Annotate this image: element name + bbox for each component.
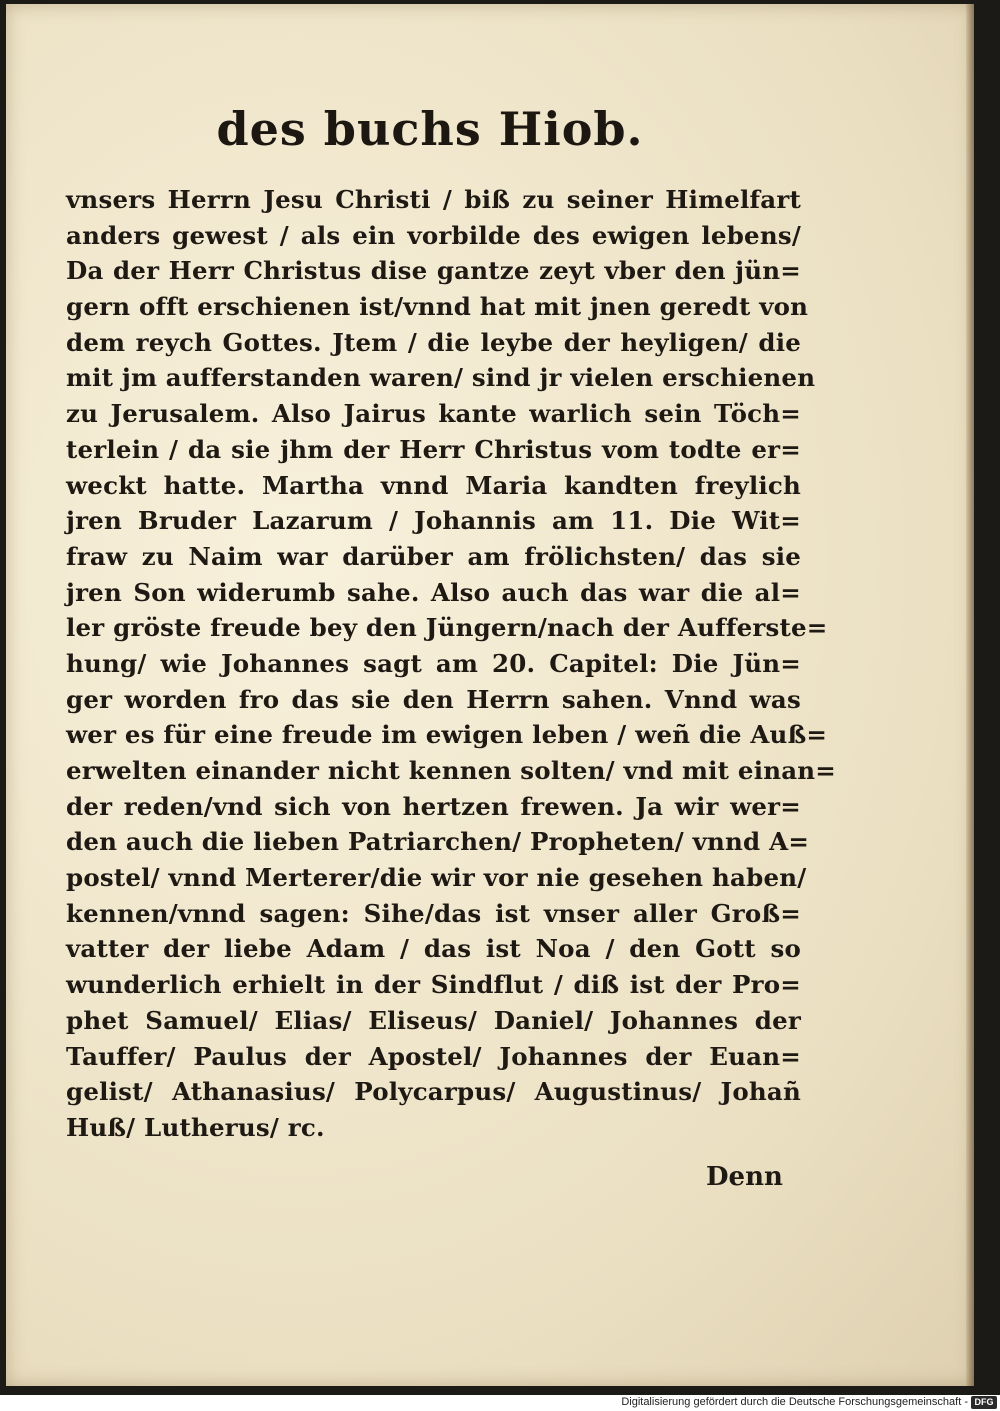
text-line: vatter der liebe Adam / das ist Noa / den Gott so <box>66 934 801 964</box>
text-line: erwelten einander nicht kennen solten/ vnd mit einan= <box>66 756 837 785</box>
text-line: wunderlich erhielt in der Sindflut / diß ist der Pro= <box>66 970 801 1000</box>
dfg-logo: DFG <box>971 1396 997 1409</box>
text-line: Tauffer/ Paulus der Apostel/ Johannes der Euan= <box>66 1041 801 1071</box>
catchword: Denn <box>706 1162 783 1192</box>
text-line: den auch die lieben Patriarchen/ Propheten/ vnnd A= <box>66 827 810 857</box>
text-line: gelist/ Athanasius/ Polycarpus/ Augustinus/ Johañ <box>66 1077 801 1107</box>
text-line: vnsers Herrn Jesu Christi / biß zu seiner Himelfart <box>66 185 801 214</box>
footer-bar <box>0 1395 1000 1411</box>
text-line: mit jm aufferstanden waren/ sind jr vielen erschienen <box>66 363 816 393</box>
text-line: der reden/vnd sich von hertzen frewen. Ja wir wer= <box>66 791 801 821</box>
body-text <box>66 182 837 1146</box>
book-page <box>6 4 974 1386</box>
text-line: fraw zu Naim war darüber am frölichsten/ das sie <box>66 541 801 571</box>
text-line: Da der Herr Christus dise gantze zeyt vber den jün= <box>66 256 801 286</box>
text-line: Huß/ Lutherus/ rc. <box>66 1112 325 1142</box>
text-line: ler gröste freude bey den Jüngern/nach der Aufferste= <box>66 613 828 643</box>
text-line: wer es für eine freude im ewigen leben / weñ die Auß= <box>66 720 828 750</box>
text-line: gern offt erschienen ist/vnnd hat mit jnen geredt von <box>66 292 809 322</box>
text-line: weckt hatte. Martha vnnd Maria kandten freylich <box>66 470 801 500</box>
text-line: anders gewest / als ein vorbilde des ewigen lebens/ <box>66 220 801 250</box>
text-line: dem reych Gottes. Jtem / die leybe der heyligen/ die <box>66 327 801 357</box>
text-line: jren Bruder Lazarum / Johannis am 11. Die Wit= <box>66 506 801 536</box>
running-head: des buchs Hiob. <box>216 102 644 156</box>
text-line: jren Son widerumb sahe. Also auch das war die al= <box>66 577 801 607</box>
dfg-credit-text: Digitalisierung gefördert durch die Deutsche Forschungsgemeinschaft - <box>621 1396 968 1408</box>
text-line: terlein / da sie jhm der Herr Christus vom todte er= <box>66 434 801 464</box>
text-line: zu Jerusalem. Also Jairus kante warlich sein Töch= <box>66 399 801 429</box>
text-line: kennen/vnnd sagen: Sihe/das ist vnser aller Groß= <box>66 898 801 928</box>
text-line: ger worden fro das sie den Herrn sahen. Vnnd was <box>66 684 801 714</box>
text-line: phet Samuel/ Elias/ Eliseus/ Daniel/ Johannes der <box>66 1005 801 1035</box>
text-line: postel/ vnnd Merterer/die wir vor nie gesehen haben/ <box>66 863 807 893</box>
text-line: hung/ wie Johannes sagt am 20. Capitel: Die Jün= <box>66 648 801 678</box>
page-edge-shadow <box>966 4 974 1386</box>
